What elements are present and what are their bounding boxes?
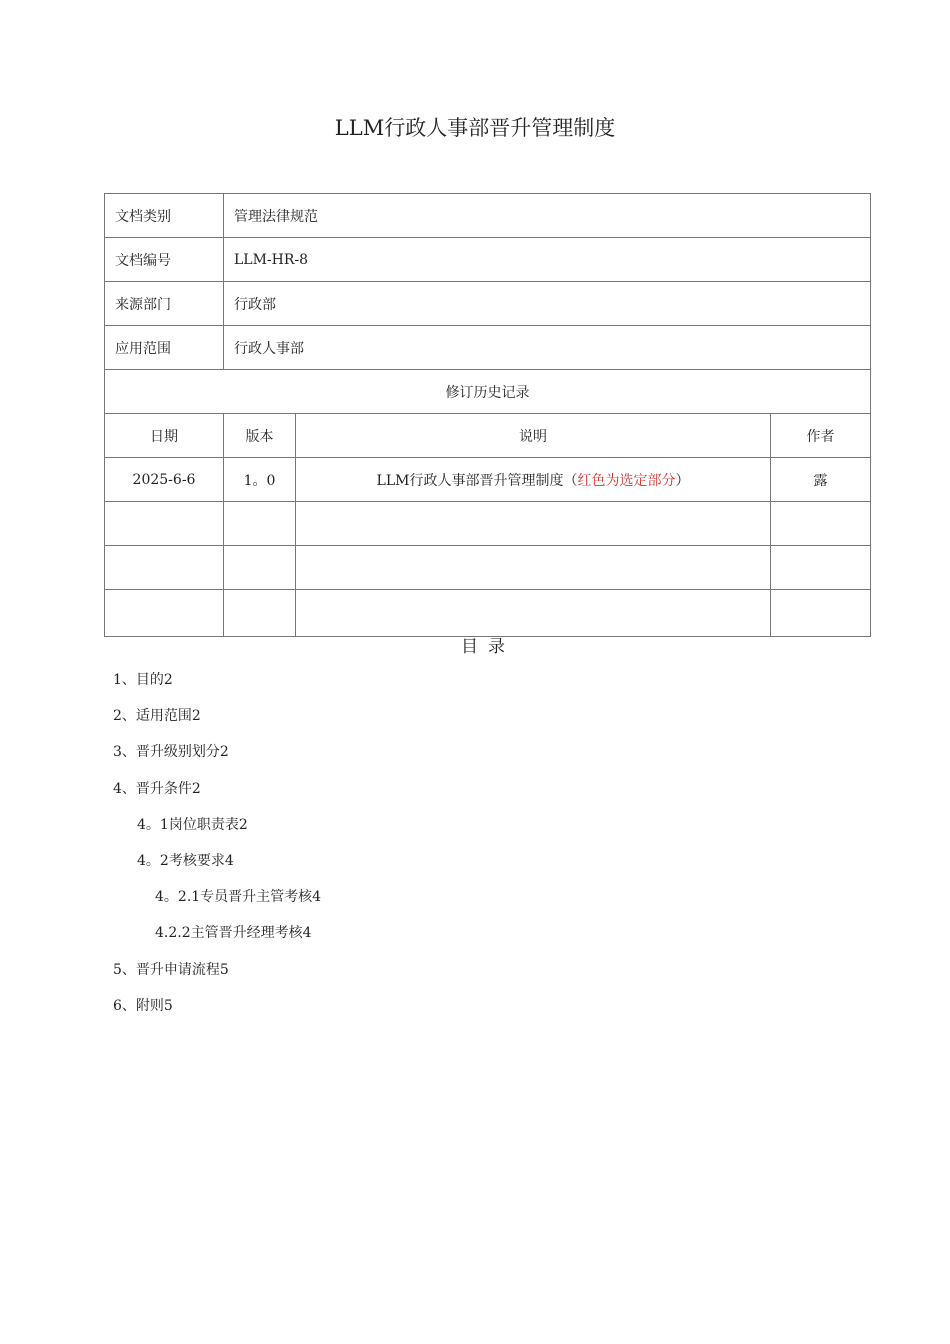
empty-cell: [105, 546, 224, 590]
empty-cell: [105, 590, 224, 637]
info-row-doc-number: [105, 238, 871, 282]
empty-cell: [105, 502, 224, 546]
empty-cell: [224, 502, 296, 546]
toc-item[interactable]: 5、晋升申请流程5: [113, 961, 229, 978]
info-value: 行政部: [224, 282, 871, 326]
table-row: [105, 502, 871, 546]
column-header-author: 作者: [771, 414, 871, 458]
info-label: 来源部门: [105, 282, 224, 326]
empty-cell: [224, 546, 296, 590]
toc-item[interactable]: 4.2.2主管晋升经理考核4: [155, 925, 312, 942]
empty-cell: [771, 546, 871, 590]
column-header-version: 版本: [224, 414, 296, 458]
revision-description: [296, 458, 771, 502]
toc-item[interactable]: 6、附则5: [113, 997, 173, 1014]
info-label: 文档类别: [105, 194, 224, 238]
empty-cell: [296, 502, 771, 546]
document-info-table: [104, 193, 871, 637]
toc-item[interactable]: 1、目的2: [113, 672, 173, 688]
toc-title: 目录: [461, 637, 515, 657]
info-row-scope: [105, 326, 871, 370]
revision-column-headers: [105, 414, 871, 458]
empty-cell: [224, 590, 296, 637]
empty-cell: [771, 590, 871, 637]
revision-date: 2025-6-6: [105, 458, 224, 502]
info-label: 应用范围: [105, 326, 224, 370]
table-row: [105, 590, 871, 637]
info-label: 文档编号: [105, 238, 224, 282]
info-value: LLM-HR-8: [224, 238, 871, 282]
info-row-category: [105, 194, 871, 238]
column-header-description: 说明: [296, 414, 771, 458]
empty-cell: [296, 590, 771, 637]
description-closing-text: ）: [675, 472, 690, 489]
info-value: 管理法律规范: [224, 194, 871, 238]
revision-author: 露: [771, 458, 871, 502]
toc-item[interactable]: 3、晋升级别划分2: [113, 744, 229, 761]
description-main-text: LLM行政人事部晋升管理制度（: [376, 472, 578, 489]
document-title: LLM行政人事部晋升管理制度: [334, 116, 616, 140]
empty-cell: [296, 546, 771, 590]
info-value: 行政人事部: [224, 326, 871, 370]
description-highlight-text: 红色为选定部分: [577, 472, 676, 489]
toc-item[interactable]: 4。2.1专员晋升主管考核4: [155, 889, 322, 906]
table-of-contents: [0, 668, 950, 1030]
toc-item[interactable]: 2、适用范围2: [113, 708, 201, 725]
toc-item[interactable]: 4、晋升条件2: [113, 780, 201, 797]
table-row: [105, 546, 871, 590]
empty-cell: [771, 502, 871, 546]
revision-history-title: 修订历史记录: [105, 370, 871, 414]
toc-item[interactable]: 4。2考核要求4: [137, 852, 234, 869]
table-row: [105, 458, 871, 502]
column-header-date: 日期: [105, 414, 224, 458]
revision-history-header: [105, 370, 871, 414]
info-row-source-department: [105, 282, 871, 326]
revision-version: 1。0: [224, 458, 296, 502]
toc-item[interactable]: 4。1岗位职责表2: [137, 816, 248, 833]
